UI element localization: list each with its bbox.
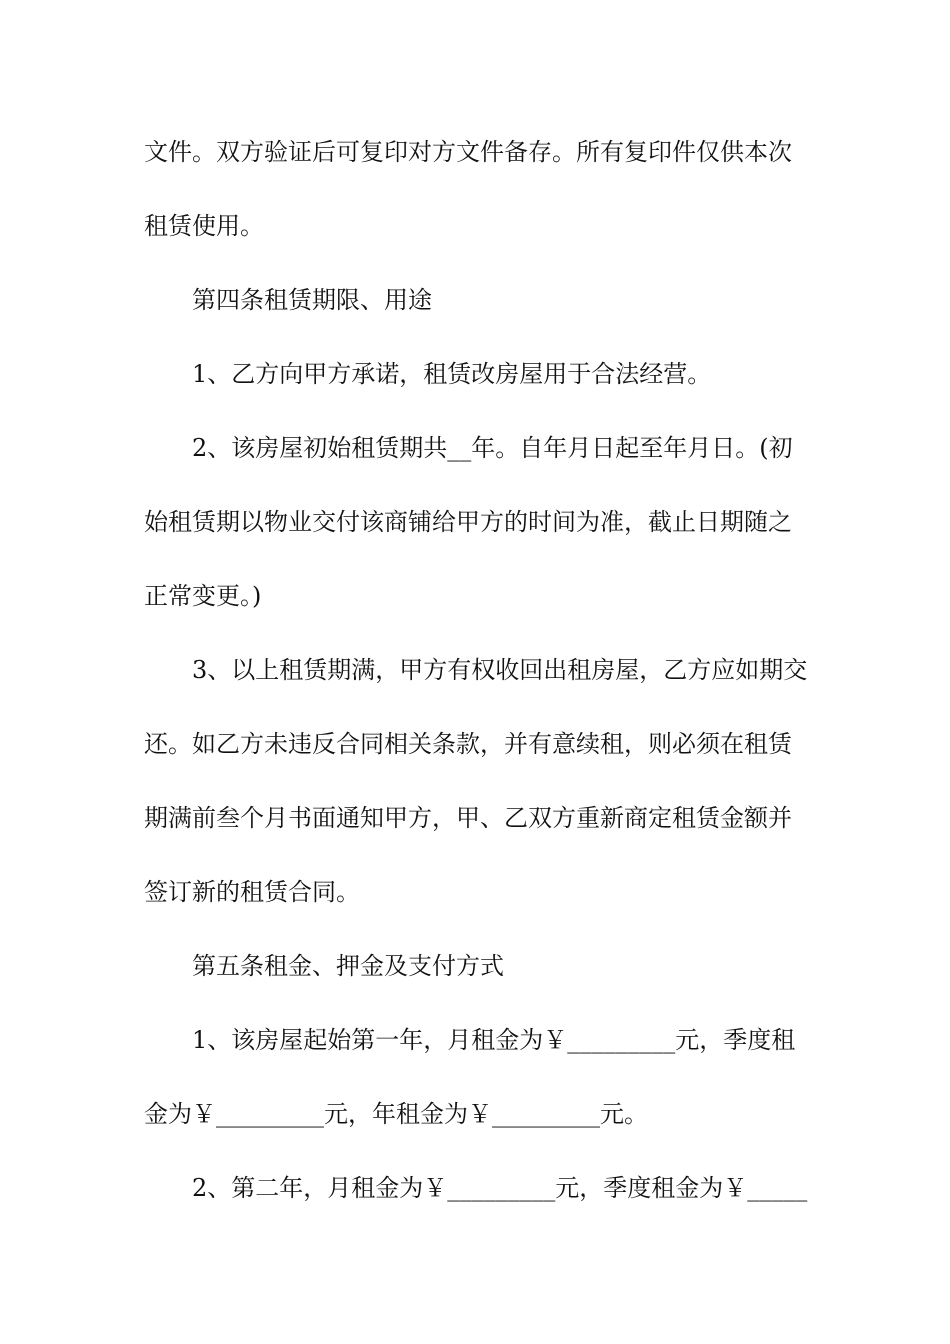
- text-line: 始租赁期以物业交付该商铺给甲方的时间为准，截止日期随之: [144, 508, 792, 536]
- clause-item: 2、第二年，月租金为￥_________元，季度租金为￥_____: [192, 1174, 808, 1202]
- section-heading: 第五条租金、押金及支付方式: [192, 952, 504, 980]
- text-line: 租赁使用。: [144, 212, 264, 240]
- text-line: 正常变更。): [144, 582, 262, 610]
- clause-item: 1、该房屋起始第一年，月租金为￥_________元，季度租: [192, 1026, 796, 1054]
- text-line: 期满前叁个月书面通知甲方，甲、乙双方重新商定租赁金额并: [144, 804, 792, 832]
- clause-item: 3、以上租赁期满，甲方有权收回出租房屋，乙方应如期交: [192, 656, 808, 684]
- text-line: 金为￥_________元，年租金为￥_________元。: [144, 1100, 648, 1128]
- clause-item: 1、乙方向甲方承诺，租赁改房屋用于合法经营。: [192, 360, 712, 388]
- text-line: 文件。双方验证后可复印对方文件备存。所有复印件仅供本次: [144, 138, 792, 166]
- text-line: 签订新的租赁合同。: [144, 878, 360, 906]
- text-line: 还。如乙方未违反合同相关条款，并有意续租，则必须在租赁: [144, 730, 792, 758]
- section-heading: 第四条租赁期限、用途: [192, 286, 432, 314]
- clause-item: 2、该房屋初始租赁期共__年。自年月日起至年月日。(初: [192, 434, 793, 462]
